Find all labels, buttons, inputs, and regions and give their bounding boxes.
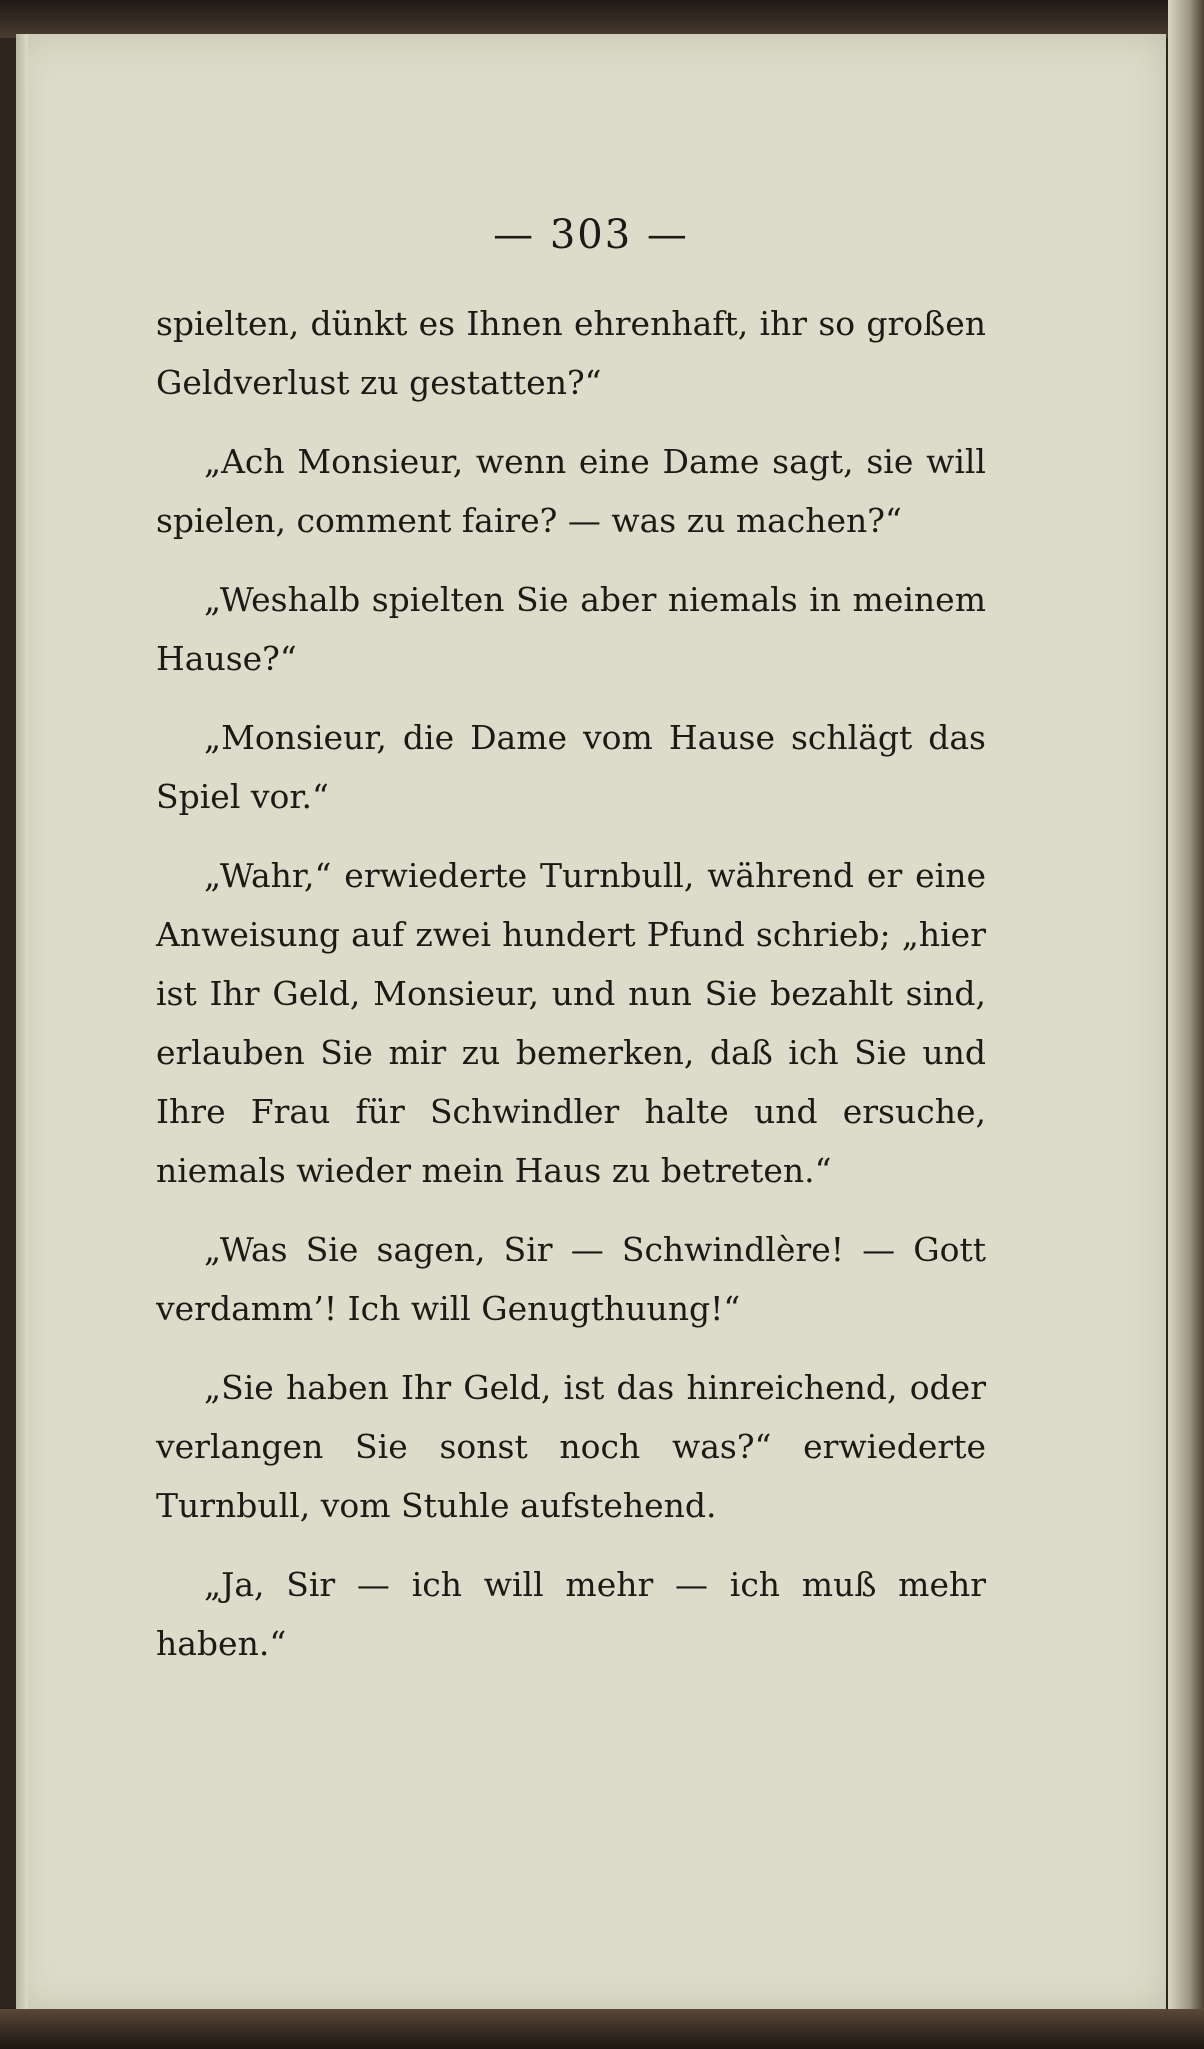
paragraph: „Wahr,“ erwiederte Turnbull, während er eine Anweisung auf zwei hundert Pfund schrieb; „hier ist Ihr Geld, Monsieur, und nun Sie bezahlt sind, erlauben Sie mir zu bemerken, daß ich Sie und Ihre Frau für Schwindler halte und ersuche, niemals wieder mein Haus zu betreten.“ — [156, 856, 986, 1190]
paragraph: spielten, dünkt es Ihnen ehrenhaft, ihr so großen Geldverlust zu gestatten?“ — [156, 304, 986, 402]
page-stack-edge — [1168, 0, 1204, 2049]
binding-bottom — [0, 2009, 1204, 2049]
page-body — [156, 294, 986, 1693]
paragraph: „Was Sie sagen, Sir — Schwindlère! — Gott verdamm’! Ich will Genugthuung!“ — [156, 1230, 986, 1328]
paragraph: „Monsieur, die Dame vom Hause schlägt das Spiel vor.“ — [156, 718, 986, 816]
paragraph: „Ach Monsieur, wenn eine Dame sagt, sie will spielen, comment faire? — was zu machen?“ — [156, 442, 986, 540]
book-page — [16, 34, 1166, 2012]
paragraph: „Weshalb spielten Sie aber niemals in meinem Hause?“ — [156, 580, 986, 678]
paragraph: „Sie haben Ihr Geld, ist das hinreichend, oder verlangen Sie sonst noch was?“ erwiederte Turnbull, vom Stuhle aufstehend. — [156, 1368, 986, 1525]
page-edge — [16, 34, 28, 2012]
page-number: — 303 — — [493, 212, 689, 258]
paragraph: „Ja, Sir — ich will mehr — ich muß mehr haben.“ — [156, 1565, 986, 1663]
binding-top — [0, 0, 1204, 38]
